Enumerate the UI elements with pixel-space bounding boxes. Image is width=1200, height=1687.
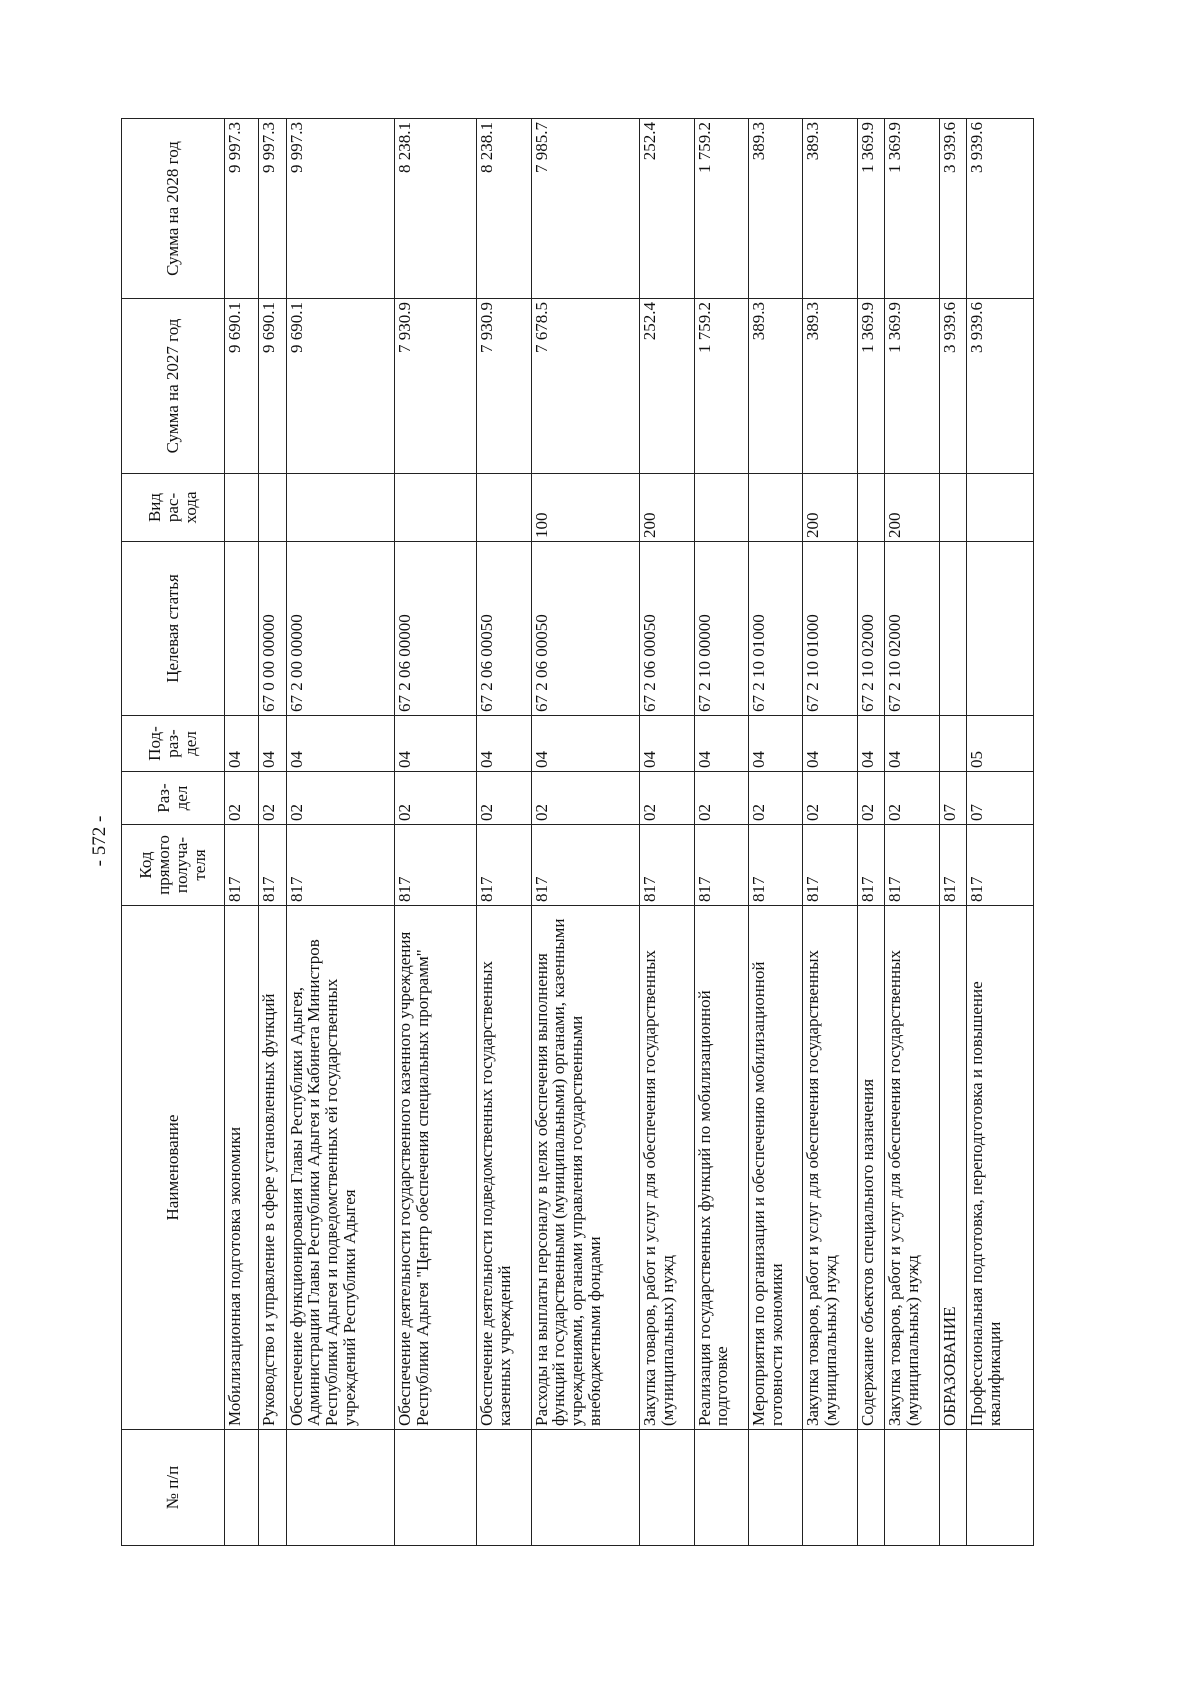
cell-subsection: 04 bbox=[640, 716, 694, 772]
header-article: Целевая статья bbox=[122, 542, 225, 716]
cell-article: 67 2 10 02000 bbox=[857, 542, 885, 716]
table-row bbox=[477, 119, 531, 1546]
cell-sum-2028: 1 369.9 bbox=[885, 119, 939, 299]
cell-num bbox=[531, 1430, 640, 1546]
cell-article: 67 2 06 00000 bbox=[395, 542, 477, 716]
page-number: - 572 - bbox=[89, 815, 110, 867]
cell-name: Мероприятия по организации и обеспечению мобилизационной готовности экономики bbox=[748, 906, 802, 1430]
cell-expense bbox=[967, 474, 1034, 542]
table-row bbox=[967, 119, 1034, 1546]
cell-section: 02 bbox=[225, 772, 259, 825]
cell-code: 817 bbox=[694, 825, 748, 906]
cell-subsection: 04 bbox=[748, 716, 802, 772]
cell-sum-2028: 9 997.3 bbox=[225, 119, 259, 299]
cell-sum-2028: 8 238.1 bbox=[477, 119, 531, 299]
cell-sum-2027: 1 369.9 bbox=[885, 299, 939, 474]
cell-sum-2027: 1 759.2 bbox=[694, 299, 748, 474]
cell-name: ОБРАЗОВАНИЕ bbox=[939, 906, 967, 1430]
cell-section: 02 bbox=[477, 772, 531, 825]
cell-num bbox=[857, 1430, 885, 1546]
cell-code: 817 bbox=[967, 825, 1034, 906]
cell-name: Обеспечение функционирования Главы Республики Адыгея, Администрации Главы Республики Адыгея и Кабинета Министров Республики Адыгея и подведомственных ей государственных учреждений Республики Адыгея bbox=[286, 906, 395, 1430]
cell-num bbox=[748, 1430, 802, 1546]
cell-article bbox=[967, 542, 1034, 716]
cell-article: 67 0 00 00000 bbox=[258, 542, 286, 716]
cell-sum-2028: 8 238.1 bbox=[395, 119, 477, 299]
cell-name: Обеспечение деятельности государственного казенного учреждения Республики Адыгея "Центр обеспечения специальных программ" bbox=[395, 906, 477, 1430]
cell-sum-2027: 3 939.6 bbox=[967, 299, 1034, 474]
cell-sum-2027: 9 690.1 bbox=[258, 299, 286, 474]
cell-subsection: 04 bbox=[694, 716, 748, 772]
table-row bbox=[286, 119, 395, 1546]
header-expense: Вид рас-хода bbox=[122, 474, 225, 542]
cell-section: 02 bbox=[640, 772, 694, 825]
cell-article bbox=[225, 542, 259, 716]
cell-sum-2028: 9 997.3 bbox=[286, 119, 395, 299]
cell-expense bbox=[395, 474, 477, 542]
cell-name: Закупка товаров, работ и услуг для обеспечения государственных (муниципальных) нужд bbox=[640, 906, 694, 1430]
table-row bbox=[225, 119, 259, 1546]
cell-num bbox=[477, 1430, 531, 1546]
cell-article: 67 2 06 00050 bbox=[640, 542, 694, 716]
cell-expense bbox=[225, 474, 259, 542]
table-row bbox=[803, 119, 857, 1546]
cell-expense: 200 bbox=[803, 474, 857, 542]
cell-code: 817 bbox=[939, 825, 967, 906]
table-row bbox=[694, 119, 748, 1546]
cell-sum-2028: 9 997.3 bbox=[258, 119, 286, 299]
cell-num bbox=[225, 1430, 259, 1546]
cell-subsection: 04 bbox=[857, 716, 885, 772]
cell-expense bbox=[748, 474, 802, 542]
cell-code: 817 bbox=[477, 825, 531, 906]
header-name: Наименование bbox=[122, 906, 225, 1430]
header-sum-2027: Сумма на 2027 год bbox=[122, 299, 225, 474]
cell-subsection bbox=[939, 716, 967, 772]
cell-num bbox=[694, 1430, 748, 1546]
cell-section: 02 bbox=[286, 772, 395, 825]
cell-code: 817 bbox=[225, 825, 259, 906]
table-row bbox=[885, 119, 939, 1546]
table-row bbox=[939, 119, 967, 1546]
cell-section: 02 bbox=[258, 772, 286, 825]
cell-code: 817 bbox=[640, 825, 694, 906]
cell-code: 817 bbox=[395, 825, 477, 906]
cell-num bbox=[885, 1430, 939, 1546]
cell-subsection: 04 bbox=[286, 716, 395, 772]
cell-expense bbox=[258, 474, 286, 542]
table-row bbox=[531, 119, 640, 1546]
cell-name: Обеспечение деятельности подведомственных государственных казенных учреждений bbox=[477, 906, 531, 1430]
cell-name: Содержание объектов специального назначения bbox=[857, 906, 885, 1430]
cell-sum-2028: 389.3 bbox=[748, 119, 802, 299]
cell-expense bbox=[939, 474, 967, 542]
cell-article: 67 2 10 01000 bbox=[748, 542, 802, 716]
cell-sum-2028: 1 759.2 bbox=[694, 119, 748, 299]
cell-section: 02 bbox=[531, 772, 640, 825]
cell-section: 02 bbox=[395, 772, 477, 825]
budget-table-container bbox=[121, 119, 1034, 1546]
cell-code: 817 bbox=[857, 825, 885, 906]
cell-subsection: 05 bbox=[967, 716, 1034, 772]
header-sum-2028: Сумма на 2028 год bbox=[122, 119, 225, 299]
cell-sum-2027: 7 678.5 bbox=[531, 299, 640, 474]
header-num: № п/п bbox=[122, 1430, 225, 1546]
cell-sum-2028: 389.3 bbox=[803, 119, 857, 299]
cell-section: 02 bbox=[885, 772, 939, 825]
cell-expense: 100 bbox=[531, 474, 640, 542]
cell-subsection: 04 bbox=[395, 716, 477, 772]
cell-num bbox=[939, 1430, 967, 1546]
cell-section: 02 bbox=[748, 772, 802, 825]
cell-num bbox=[640, 1430, 694, 1546]
cell-name: Закупка товаров, работ и услуг для обеспечения государственных (муниципальных) нужд bbox=[803, 906, 857, 1430]
cell-sum-2027: 7 930.9 bbox=[477, 299, 531, 474]
cell-name: Профессиональная подготовка, переподготовка и повышение квалификации bbox=[967, 906, 1034, 1430]
cell-article bbox=[939, 542, 967, 716]
cell-name: Реализация государственных функций по мобилизационной подготовке bbox=[694, 906, 748, 1430]
cell-subsection: 04 bbox=[803, 716, 857, 772]
cell-sum-2027: 7 930.9 bbox=[395, 299, 477, 474]
header-code: Код прямого получа-теля bbox=[122, 825, 225, 906]
cell-article: 67 2 10 02000 bbox=[885, 542, 939, 716]
cell-sum-2028: 7 985.7 bbox=[531, 119, 640, 299]
cell-code: 817 bbox=[258, 825, 286, 906]
cell-expense bbox=[477, 474, 531, 542]
cell-section: 02 bbox=[803, 772, 857, 825]
cell-subsection: 04 bbox=[477, 716, 531, 772]
cell-num bbox=[803, 1430, 857, 1546]
cell-article: 67 2 10 00000 bbox=[694, 542, 748, 716]
cell-sum-2027: 389.3 bbox=[748, 299, 802, 474]
cell-code: 817 bbox=[885, 825, 939, 906]
cell-subsection: 04 bbox=[225, 716, 259, 772]
cell-subsection: 04 bbox=[258, 716, 286, 772]
cell-sum-2027: 9 690.1 bbox=[225, 299, 259, 474]
cell-sum-2028: 252.4 bbox=[640, 119, 694, 299]
cell-section: 02 bbox=[857, 772, 885, 825]
cell-expense bbox=[857, 474, 885, 542]
cell-sum-2027: 3 939.6 bbox=[939, 299, 967, 474]
cell-subsection: 04 bbox=[885, 716, 939, 772]
table-header-row bbox=[122, 119, 225, 1546]
cell-expense: 200 bbox=[885, 474, 939, 542]
cell-expense bbox=[286, 474, 395, 542]
cell-name: Руководство и управление в сфере установленных функций bbox=[258, 906, 286, 1430]
cell-num bbox=[967, 1430, 1034, 1546]
cell-sum-2028: 3 939.6 bbox=[939, 119, 967, 299]
cell-sum-2027: 9 690.1 bbox=[286, 299, 395, 474]
cell-article: 67 2 00 00000 bbox=[286, 542, 395, 716]
table-row bbox=[258, 119, 286, 1546]
cell-article: 67 2 06 00050 bbox=[477, 542, 531, 716]
cell-code: 817 bbox=[286, 825, 395, 906]
cell-sum-2028: 3 939.6 bbox=[967, 119, 1034, 299]
cell-num bbox=[395, 1430, 477, 1546]
cell-code: 817 bbox=[748, 825, 802, 906]
cell-name: Мобилизационная подготовка экономики bbox=[225, 906, 259, 1430]
cell-section: 07 bbox=[967, 772, 1034, 825]
budget-table bbox=[121, 118, 1034, 1546]
cell-expense: 200 bbox=[640, 474, 694, 542]
cell-code: 817 bbox=[803, 825, 857, 906]
cell-sum-2028: 1 369.9 bbox=[857, 119, 885, 299]
table-row bbox=[857, 119, 885, 1546]
cell-num bbox=[258, 1430, 286, 1546]
header-section: Раз-дел bbox=[122, 772, 225, 825]
table-row bbox=[395, 119, 477, 1546]
cell-subsection: 04 bbox=[531, 716, 640, 772]
cell-sum-2027: 252.4 bbox=[640, 299, 694, 474]
table-row bbox=[640, 119, 694, 1546]
cell-name: Расходы на выплаты персоналу в целях обеспечения выполнения функций государственными (муниципальными) органами, казенными учреждениями, органами управления государственными внебюджетными фондами bbox=[531, 906, 640, 1430]
cell-num bbox=[286, 1430, 395, 1546]
header-subsection: Под-раз-дел bbox=[122, 716, 225, 772]
cell-section: 07 bbox=[939, 772, 967, 825]
cell-name: Закупка товаров, работ и услуг для обеспечения государственных (муниципальных) нужд bbox=[885, 906, 939, 1430]
cell-section: 02 bbox=[694, 772, 748, 825]
cell-article: 67 2 06 00050 bbox=[531, 542, 640, 716]
cell-code: 817 bbox=[531, 825, 640, 906]
cell-sum-2027: 389.3 bbox=[803, 299, 857, 474]
cell-sum-2027: 1 369.9 bbox=[857, 299, 885, 474]
cell-article: 67 2 10 01000 bbox=[803, 542, 857, 716]
cell-expense bbox=[694, 474, 748, 542]
table-row bbox=[748, 119, 802, 1546]
